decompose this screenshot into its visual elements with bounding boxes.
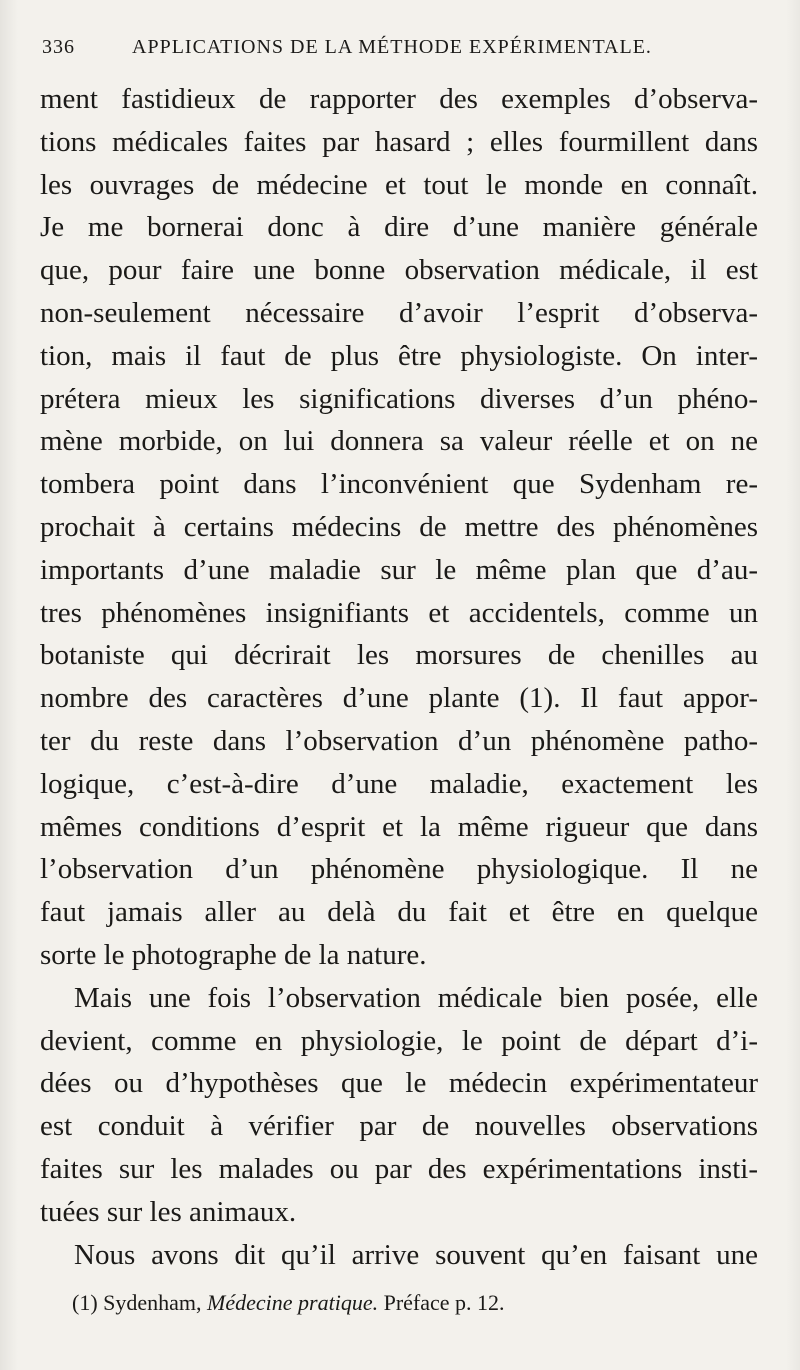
text-line: ter du reste dans l’observation d’un phénomène patho- <box>40 724 758 757</box>
text-line: faut jamais aller au delà du fait et être en quelque <box>40 896 758 929</box>
page-number: 336 <box>42 36 75 58</box>
running-head <box>42 36 760 72</box>
text-line: nombre des caractères d’une plante (1). Il faut appor- <box>40 682 758 715</box>
text-line: non-seulement nécessaire d’avoir l’esprit d’observa- <box>40 296 758 329</box>
footnote-marker: (1) <box>72 1290 98 1315</box>
text-line: mène morbide, on lui donnera sa valeur réelle et on ne <box>40 425 758 458</box>
text-line: tres phénomènes insignifiants et accidentels, comme un <box>40 596 758 629</box>
text-line: faites sur les malades ou par des expérimentations insti- <box>40 1152 758 1185</box>
text-line: logique, c’est-à-dire d’une maladie, exactement les <box>40 767 758 800</box>
running-title: APPLICATIONS DE LA MÉTHODE EXPÉRIMENTALE. <box>132 36 652 58</box>
text-line: mêmes conditions d’esprit et la même rigueur que dans <box>40 810 758 843</box>
text-line-paragraph-start: Nous avons dit qu’il arrive souvent qu’en faisant une <box>74 1238 758 1271</box>
footnote-author: Sydenham, <box>103 1290 202 1315</box>
text-line: Je me bornerai donc à dire d’une manière générale <box>40 211 758 244</box>
text-line: que, pour faire une bonne observation médicale, il est <box>40 254 758 287</box>
text-line-paragraph-start: Mais une fois l’observation médicale bien posée, elle <box>74 981 758 1014</box>
text-line: ment fastidieux de rapporter des exemples d’observa- <box>40 83 758 115</box>
body-text <box>40 78 758 1276</box>
text-line: est conduit à vérifier par de nouvelles observations <box>40 1110 758 1143</box>
footnote <box>72 1290 505 1316</box>
footnote-reference: Préface p. 12. <box>383 1290 505 1315</box>
text-line: devient, comme en physiologie, le point de départ d’i- <box>40 1024 758 1057</box>
text-line: les ouvrages de médecine et tout le monde en connaît. <box>40 168 758 201</box>
text-line: tions médicales faites par hasard ; elles fourmillent dans <box>40 125 758 158</box>
text-line: importants d’une maladie sur le même plan que d’au- <box>40 553 758 586</box>
text-line: tion, mais il faut de plus être physiologiste. On inter- <box>40 339 758 372</box>
text-line: prétera mieux les significations diverses d’un phéno- <box>40 382 758 415</box>
text-line-paragraph-end: tuées sur les animaux. <box>40 1195 297 1228</box>
text-line: tombera point dans l’inconvénient que Sydenham re- <box>40 468 758 501</box>
text-line: prochait à certains médecins de mettre des phénomènes <box>40 510 758 543</box>
text-line-paragraph-end: sorte le photographe de la nature. <box>40 938 427 971</box>
text-line: botaniste qui décrirait les morsures de chenilles au <box>40 639 758 672</box>
text-line: dées ou d’hypothèses que le médecin expérimentateur <box>40 1067 758 1100</box>
footnote-work-title: Médecine pratique. <box>207 1290 379 1315</box>
text-line: l’observation d’un phénomène physiologique. Il ne <box>40 853 758 886</box>
